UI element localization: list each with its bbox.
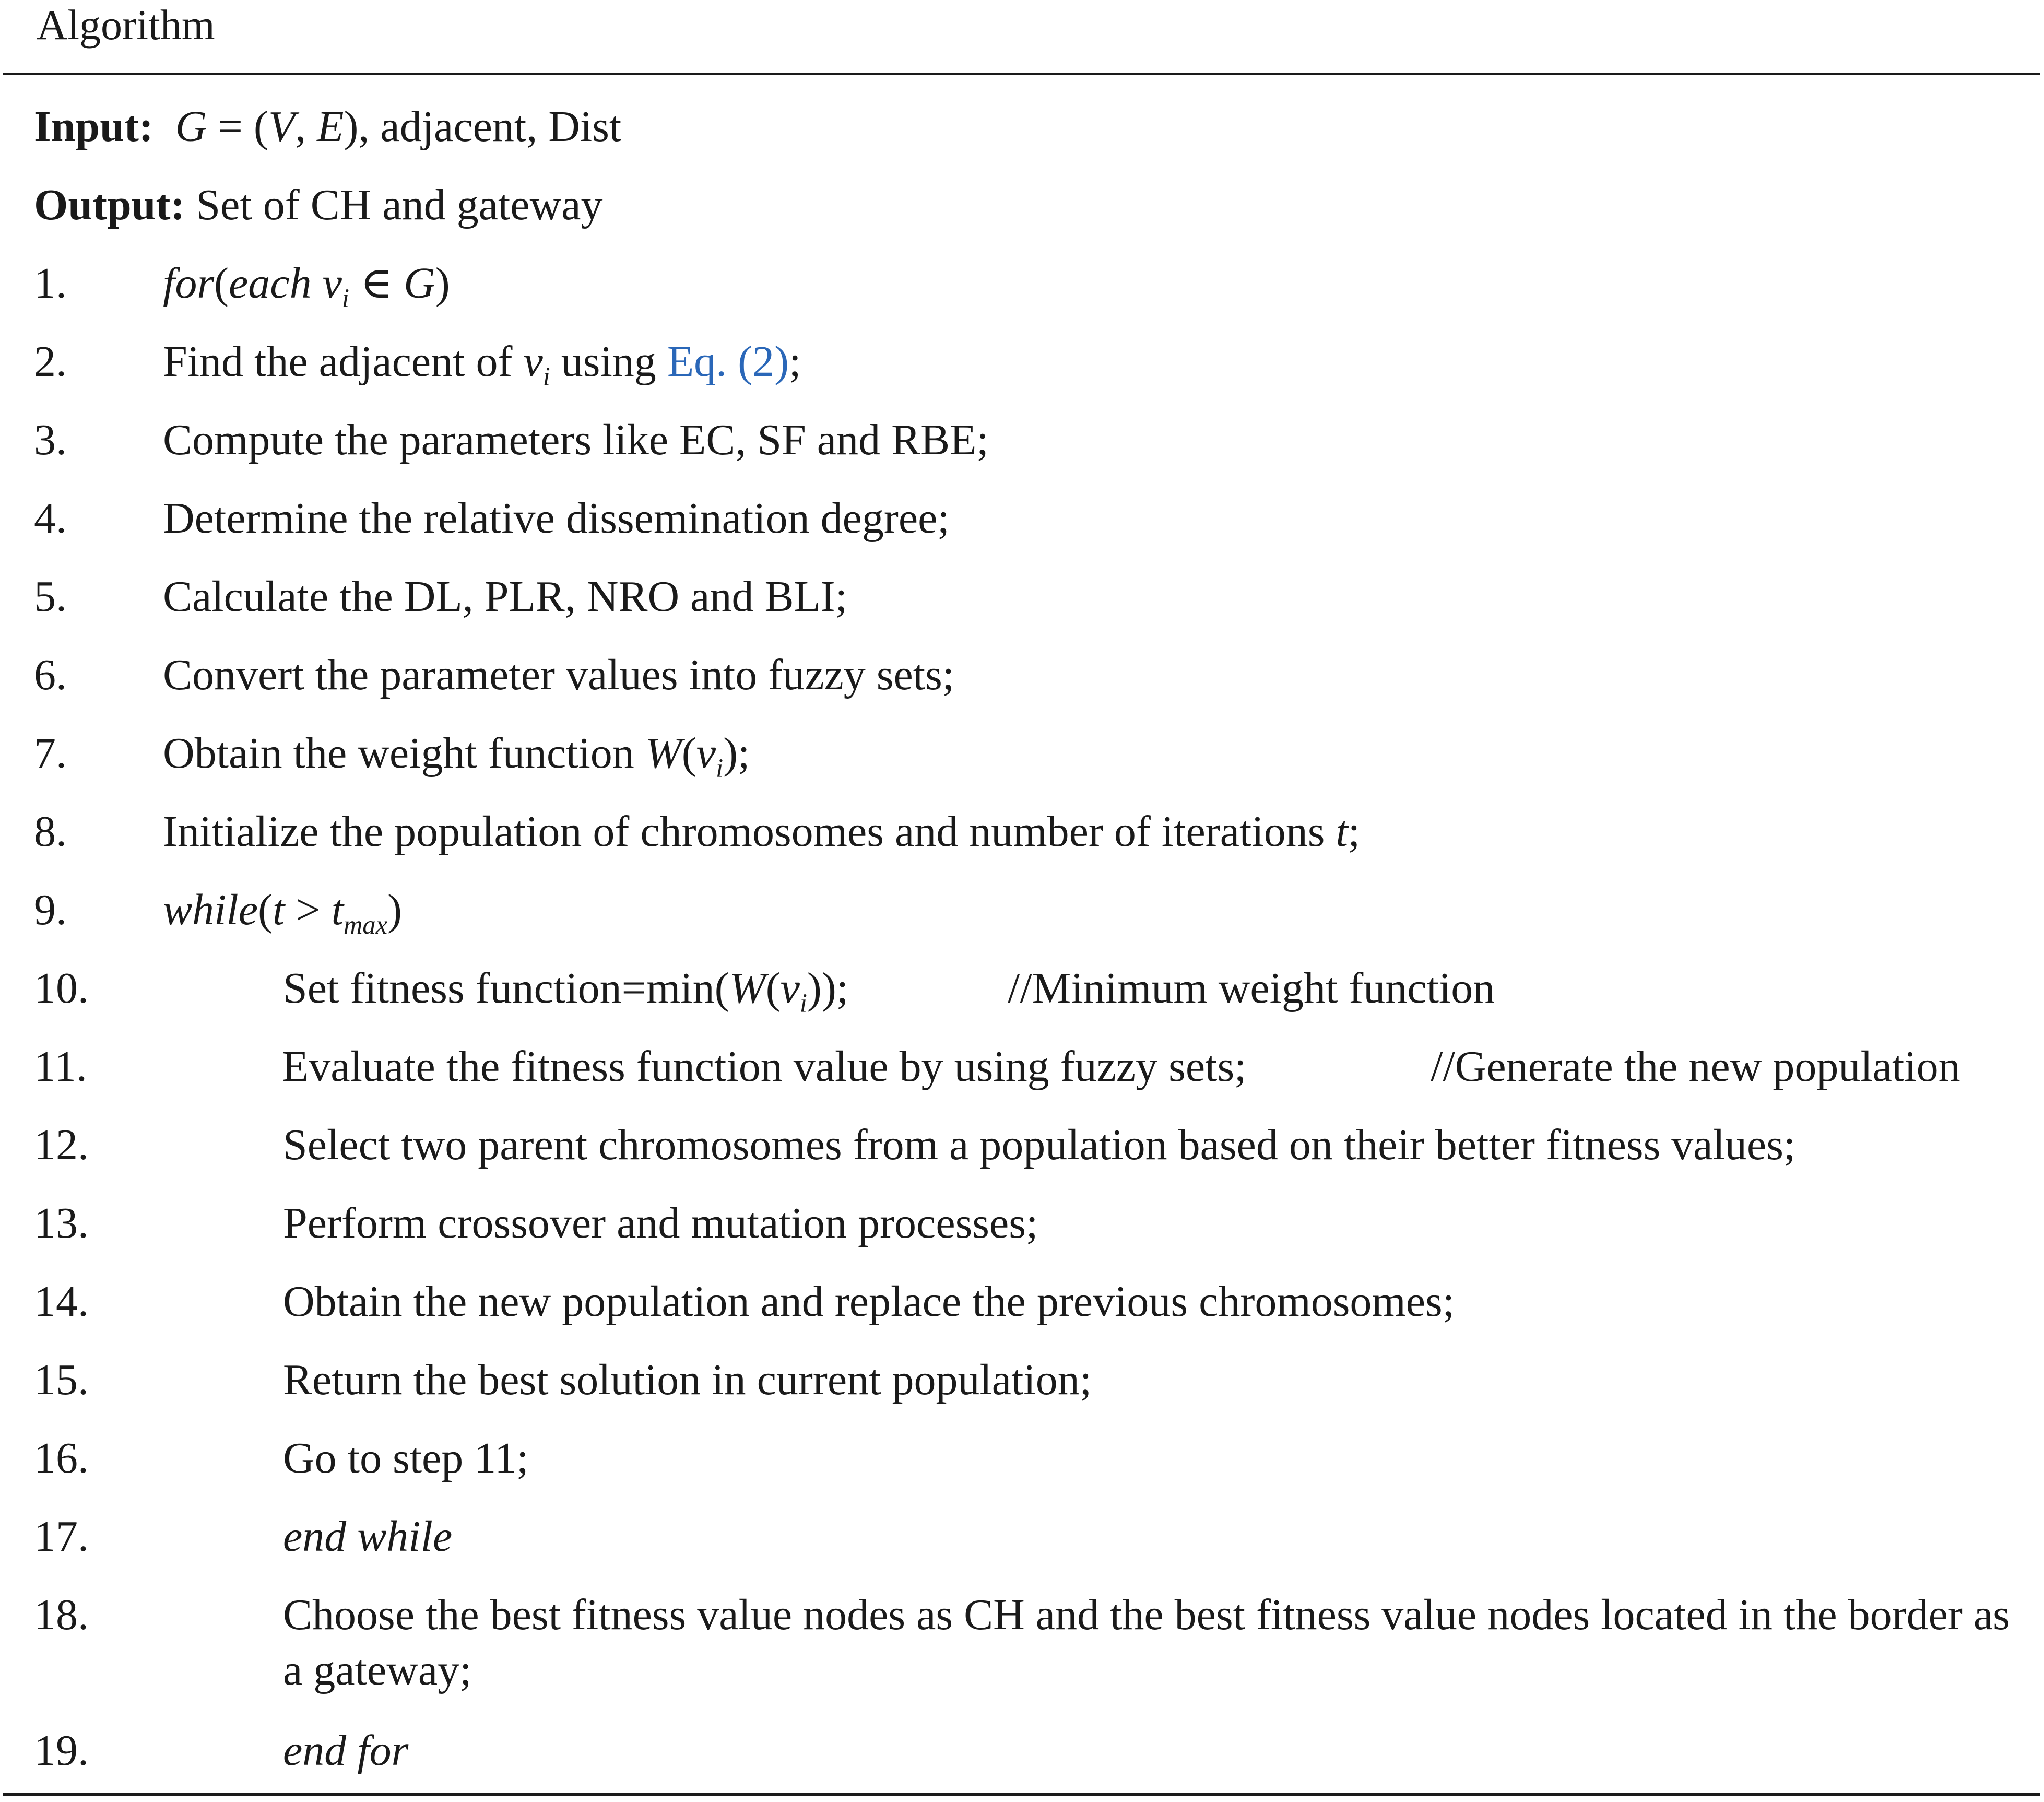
step-1-number: 1. bbox=[34, 259, 67, 308]
top-rule bbox=[3, 73, 2040, 75]
step-15-number: 15. bbox=[34, 1356, 89, 1404]
step-4-number: 4. bbox=[34, 494, 67, 543]
step-10-number: 10. bbox=[34, 964, 89, 1012]
output-label: Output: bbox=[34, 181, 185, 229]
input-label: Input: bbox=[34, 102, 153, 151]
step-9-text: while(t > $t_{max}$) bbox=[163, 886, 402, 939]
input-line bbox=[34, 99, 621, 155]
step-17-number: 17. bbox=[34, 1512, 89, 1561]
equation-2-link[interactable]: Eq. (2) bbox=[667, 337, 789, 386]
step-19-text: end for bbox=[283, 1726, 409, 1775]
output-text: Set of CH and gateway bbox=[185, 181, 603, 229]
step-4-text: Determine the relative dissemination degree; bbox=[163, 494, 950, 543]
step-11-text: Evaluate the fitness function value by using fuzzy sets; bbox=[282, 1042, 1247, 1091]
step-6-number: 6. bbox=[34, 651, 67, 699]
input-g: G bbox=[175, 102, 207, 151]
step-19-number: 19. bbox=[34, 1726, 89, 1775]
step-10-comment: //Minimum weight function bbox=[1008, 964, 1495, 1012]
step-7-text: Obtain the weight function $W(v_i)$; bbox=[163, 729, 750, 783]
step-18-number: 18. bbox=[34, 1591, 89, 1639]
step-3-number: 3. bbox=[34, 416, 67, 464]
step-17-text: end while bbox=[283, 1512, 453, 1561]
bottom-rule bbox=[3, 1793, 2040, 1796]
output-line bbox=[34, 178, 603, 233]
step-16-text: Go to step 11; bbox=[283, 1434, 529, 1482]
step-14-text: Obtain the new population and replace the previous chromosomes; bbox=[283, 1277, 1455, 1326]
step-1-text: for(each $v_i$ ∈ G) bbox=[163, 259, 450, 313]
step-3-text: Compute the parameters like EC, SF and RBE; bbox=[163, 416, 989, 464]
step-7-number: 7. bbox=[34, 729, 67, 778]
step-12-number: 12. bbox=[34, 1121, 89, 1169]
step-2-text: Find the adjacent of $v_i$ using Eq. (2); bbox=[163, 337, 801, 391]
step-15-text: Return the best solution in current population; bbox=[283, 1356, 1092, 1404]
step-8-number: 8. bbox=[34, 807, 67, 856]
input-close: ), adjacent, Dist bbox=[344, 102, 622, 151]
step-14-number: 14. bbox=[34, 1277, 89, 1326]
step-16-number: 16. bbox=[34, 1434, 89, 1482]
step-11-number: 11. bbox=[34, 1042, 87, 1091]
step-5-number: 5. bbox=[34, 572, 67, 621]
input-eq: = ( bbox=[207, 102, 268, 151]
for-keyword: for bbox=[163, 259, 215, 308]
step-18-text: Choose the best fitness value nodes as CH and the best fitness value nodes located in the border as a gateway; bbox=[283, 1591, 2010, 1694]
step-5-text: Calculate the DL, PLR, NRO and BLI; bbox=[163, 572, 848, 621]
step-6-text: Convert the parameter values into fuzzy sets; bbox=[163, 651, 955, 699]
while-keyword: while bbox=[163, 886, 258, 934]
step-11-comment: //Generate the new population bbox=[1431, 1042, 1960, 1091]
step-12-text: Select two parent chromosomes from a population based on their better fitness values; bbox=[283, 1121, 1796, 1169]
step-8-text: Initialize the population of chromosomes and number of iterations t; bbox=[163, 807, 1361, 856]
step-13-text: Perform crossover and mutation processes; bbox=[283, 1199, 1038, 1247]
input-v: V bbox=[268, 102, 296, 151]
input-comma: , bbox=[295, 102, 317, 151]
input-e: E bbox=[317, 102, 344, 151]
step-10-text: Set fitness $function=\min(W(v_i))$; bbox=[283, 964, 849, 1018]
step-13-number: 13. bbox=[34, 1199, 89, 1247]
algorithm-caption: Algorithm bbox=[37, 1, 215, 49]
step-9-number: 9. bbox=[34, 886, 67, 934]
step-2-number: 2. bbox=[34, 337, 67, 386]
